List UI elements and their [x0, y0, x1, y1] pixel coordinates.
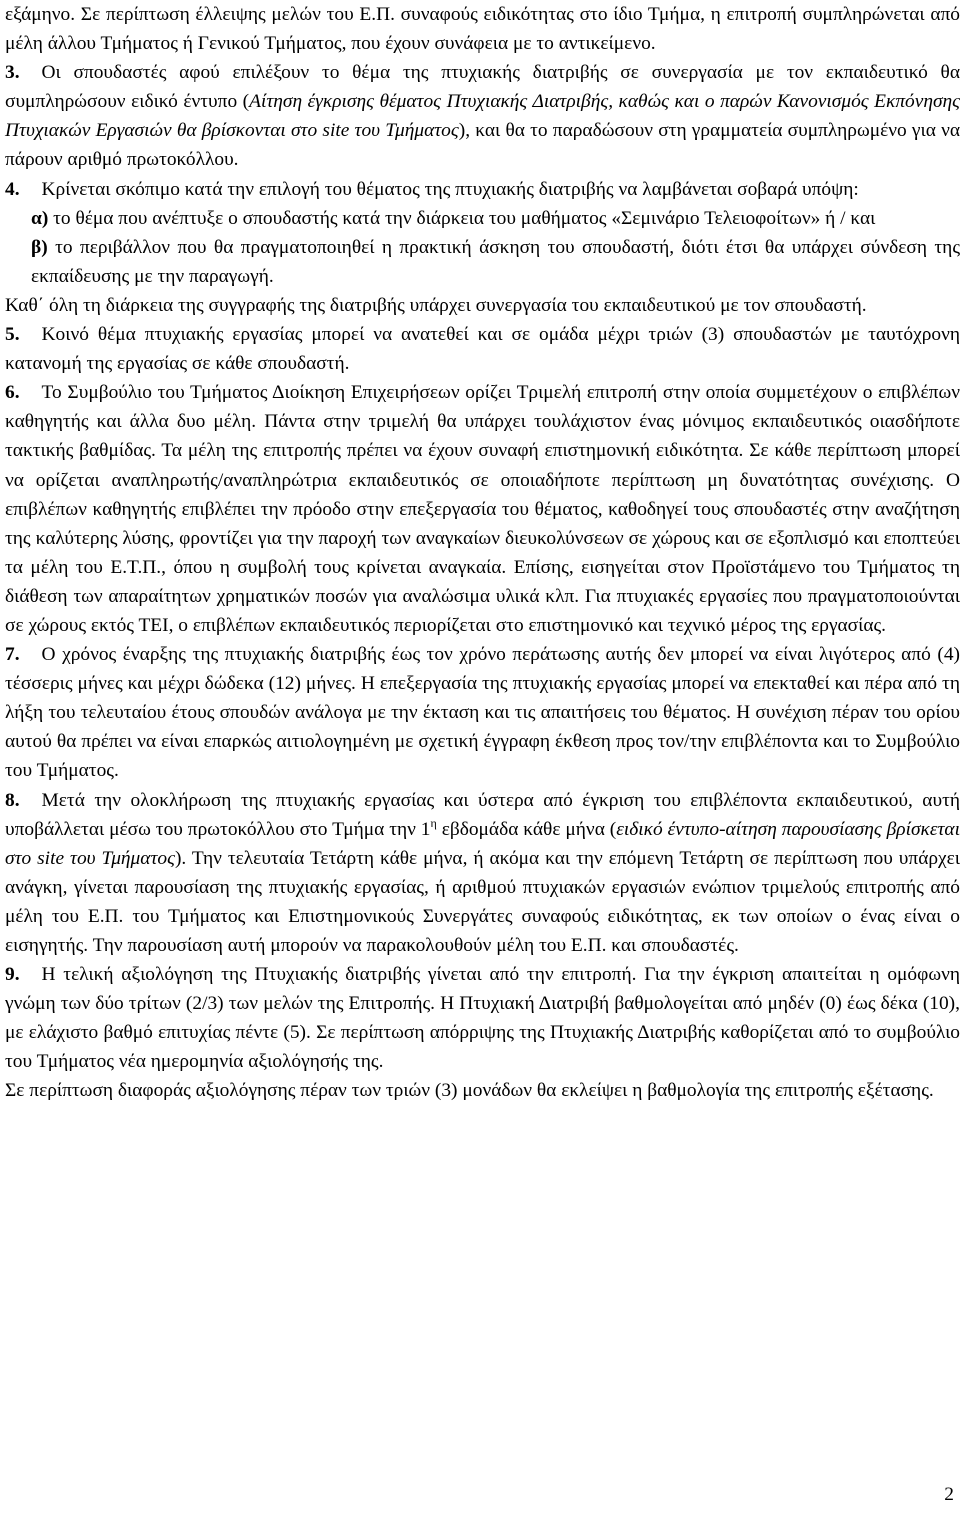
item-3-number: 3. [5, 62, 20, 84]
page-number: 2 [944, 1484, 954, 1505]
item-5-paragraph [5, 320, 960, 378]
item-4-sub-b-label: β) [31, 236, 48, 258]
item-4-sub-a [5, 204, 960, 233]
item-3-text-end: ), και θα το παραδώσουν στη γραμματεία συμπληρωμένο για να πάρουν αριθμό πρωτοκόλλου. [5, 120, 960, 171]
item-8-superscript: η [430, 815, 437, 830]
item-6-number: 6. [5, 382, 20, 404]
item-9-paragraph [5, 960, 960, 1076]
item-4-paragraph [5, 175, 960, 204]
item-9-number: 9. [5, 964, 20, 986]
item-3-italic-text: Αίτηση έγκρισης θέματος Πτυχιακής Διατριβής, καθώς και ο παρών Κανονισμός Εκπόνησης Πτυχιακών Εργασιών θα βρίσκονται στο site του Τμήματος [5, 91, 960, 142]
intro-paragraph: εξάμηνο. Σε περίπτωση έλλειψης μελών του Ε.Π. συναφούς ειδικότητας στο ίδιο Τμήμα, η επιτροπή συμπληρώνεται από μέλη άλλου Τμήματος ή Γενικού Τμήματος, που έχουν συνάφεια με το αντικείμενο. [5, 4, 960, 55]
item-6-text: Το Συμβούλιο του Τμήματος Διοίκηση Επιχειρήσεων ορίζει Τριμελή επιτροπή στην οποία συμμετέχουν ο επιβλέπων καθηγητής και άλλα δυο μέλη. Πάντα στην τριμελή θα υπάρχει τουλάχιστον ένας μόνιμος εκπαιδευτικός οιασδήποτε τακτικής βαθμίδας. Τα μέλη της επιτροπής πρέπει να έχουν συναφή επιστημονική ειδικότητα. Σε κάθε περίπτωση μπορεί να ορίζεται αναπληρωτής/αναπληρώτρια εκπαιδευτικός σε οποιαδήποτε περίπτωση μη δυνατότητας συνέχισης. Ο επιβλέπων καθηγητής επιβλέπει την πρόοδο στην επεξεργασία του θέματος, καθοδηγεί τους σπουδαστές στην αναζήτηση της καλύτερης λύσης, φροντίζει για την παροχή των αναγκαίων διευκολύνσεων σε χώρους και σε εξοπλισμό και εποπτεύει τα μέλη του Ε.Τ.Π., όπου η συμβολή τους κρίνεται αναγκαία. Επίσης, εισηγείται στον Προϊστάμενο του Τμήματος τη διάθεση των απαραίτητων χρηματικών ποσών για αναλώσιμα υλικά κλπ. Για πτυχιακές εργασίες που πραγματοποιούνται σε χώρους εκτός ΤΕΙ, ο επιβλέπων εκπαιδευτικός περιορίζεται στο επιστημονικό και τεχνικό μέρος της εργασίας. [5, 382, 960, 636]
item-8-number: 8. [5, 789, 20, 811]
item-8-text-middle: εβδομάδα κάθε μήνα ( [436, 818, 617, 840]
item-8-paragraph [5, 786, 960, 961]
document-body [5, 0, 960, 1106]
item-8-italic-text: ειδικό έντυπο-αίτηση παρουσίασης βρίσκεται στο site του Τμήματος [5, 818, 960, 869]
item-4-text: Κρίνεται σκόπιμο κατά την επιλογή του θέματος της πτυχιακής διατριβής να λαμβάνεται σοβαρά υπόψη: [41, 178, 859, 200]
item-8-text-end: ). Την τελευταία Τετάρτη κάθε μήνα, ή ακόμα και την επόμενη Τετάρτη σε περίπτωση που υπάρχει ανάγκη, γίνεται παρουσίαση της πτυχιακής εργασίας, ή αριθμού πτυχιακών εργασιών ενώπιον τριμελούς επιτροπής από μέλη του Ε.Π. του Τμήματος και Επιστημονικούς Συνεργάτες συναφούς ειδικότητας, εκ των οποίων ο ένας είναι ο εισηγητής. Την παρουσίαση αυτή μπορούν να παρακολουθούν μέλη του Ε.Π. και σπουδαστές. [5, 847, 960, 956]
item-3-paragraph [5, 58, 960, 174]
item-7-text: Ο χρόνος έναρξης της πτυχιακής διατριβής έως τον χρόνο περάτωσης αυτής δεν μπορεί να είναι λιγότερος από (4) τέσσερις μήνες και μέχρι δώδεκα (12) μήνες. Η επεξεργασία της πτυχιακής εργασίας μπορεί να επεκταθεί και πέρα από τη λήξη του τελευταίου έτους σπουδών ανάλογα με την έκταση και τις απαιτήσεις του θέματος. Η συνέχιση πέραν του ορίου αυτού θα πρέπει να είναι επαρκώς αιτιολογημένη με σχετική έγγραφη έκθεση προς τον/την επιβλέποντα και το Συμβούλιο του Τμήματος. [5, 644, 960, 782]
item-4-after-paragraph: Καθ΄ όλη τη διάρκεια της συγγραφής της διατριβής υπάρχει συνεργασία του εκπαιδευτικού με τον σπουδαστή. [5, 294, 867, 316]
item-8-text-start: Μετά την ολοκλήρωση της πτυχιακής εργασίας και ύστερα από έγκριση του επιβλέποντα εκπαιδευτικού, αυτή υποβάλλεται μέσω του πρωτοκόλλου στο Τμήμα την 1 [5, 789, 960, 840]
item-4-sub-b-text: το περιβάλλον που θα πραγματοποιηθεί η πρακτική άσκηση του σπουδαστή, διότι έτσι θα υπάρχει σύνδεση της εκπαίδευσης με την παραγωγή. [31, 236, 960, 287]
item-4-sub-a-text: το θέμα που ανέπτυξε ο σπουδαστής κατά την διάρκεια του μαθήματος «Σεμινάριο Τελειοφοίτων» ή / και [48, 207, 876, 229]
item-4-number: 4. [5, 178, 20, 200]
item-7-number: 7. [5, 644, 20, 666]
item-4-sub-b [5, 233, 960, 291]
item-4-sub-a-label: α) [31, 207, 49, 229]
item-3-text-start: Οι σπουδαστές αφού επιλέξουν το θέμα της πτυχιακής διατριβής σε συνεργασία με τον εκπαιδευτικό θα συμπληρώσουν ειδικό έντυπο ( [5, 62, 960, 113]
closing-paragraph: Σε περίπτωση διαφοράς αξιολόγησης πέραν των τριών (3) μονάδων θα εκλείψει η βαθμολογία της επιτροπής εξέτασης. [5, 1080, 934, 1102]
item-5-number: 5. [5, 324, 20, 346]
item-6-paragraph [5, 378, 960, 640]
item-9-text: Η τελική αξιολόγηση της Πτυχιακής διατριβής γίνεται από την επιτροπή. Για την έγκριση απαιτείται η ομόφωνη γνώμη των δύο τρίτων (2/3) των μελών της Επιτροπής. Η Πτυχιακή Διατριβή βαθμολογείται από μηδέν (0) έως δέκα (10), με ελάχιστο βαθμό επιτυχίας πέντε (5). Σε περίπτωση απόρριψης της Πτυχιακής Διατριβής καθορίζεται από το συμβούλιο του Τμήματος νέα ημερομηνία αξιολόγησής της. [5, 964, 960, 1073]
item-7-paragraph [5, 640, 960, 785]
item-5-text: Κοινό θέμα πτυχιακής εργασίας μπορεί να ανατεθεί και σε ομάδα μέχρι τριών (3) σπουδαστών με ταυτόχρονη κατανομή της εργασίας σε κάθε σπουδαστή. [5, 324, 960, 375]
